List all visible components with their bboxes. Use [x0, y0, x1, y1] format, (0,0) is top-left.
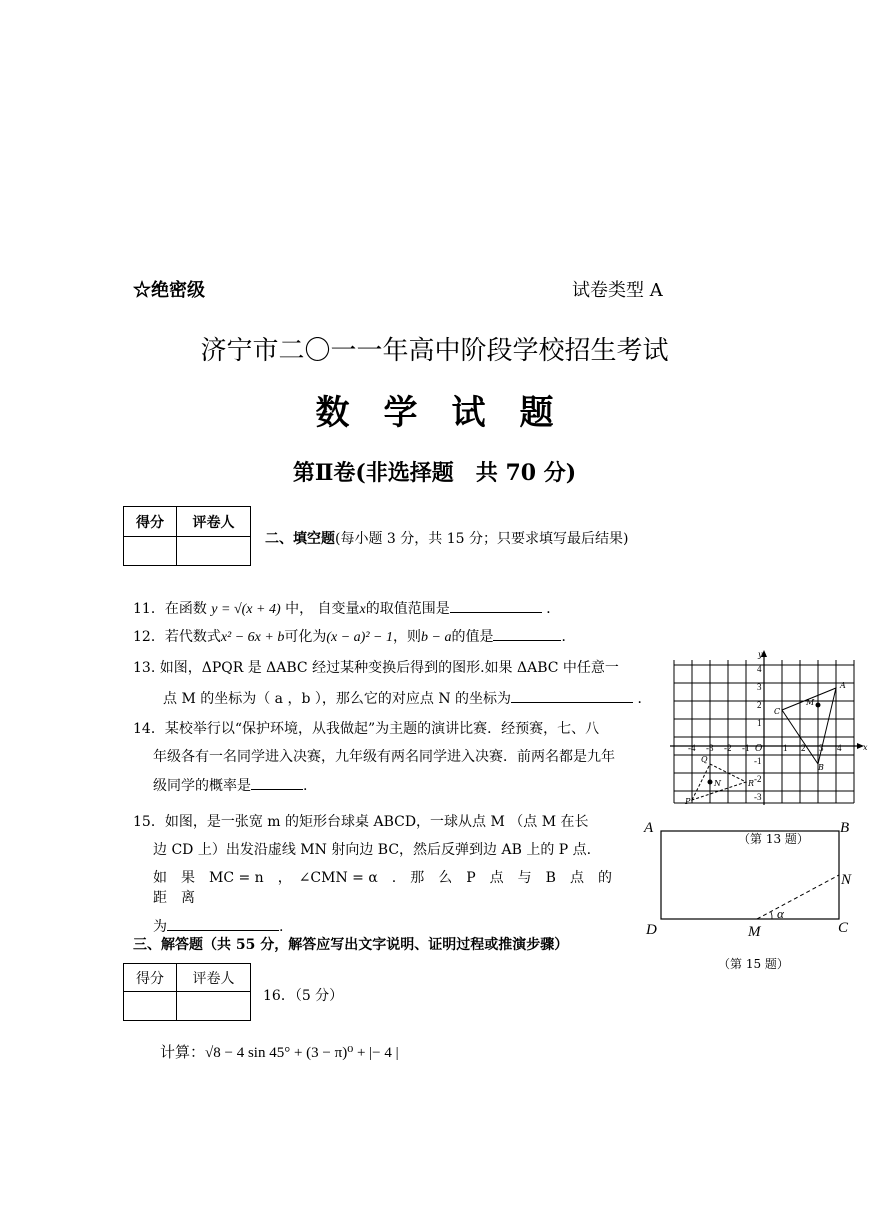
label-d: D [646, 922, 657, 938]
label-c: C [838, 920, 849, 936]
label-q: Q [701, 755, 708, 764]
label-n: N [841, 872, 852, 888]
y-tick: 3 [757, 682, 762, 692]
subject-title: 数 学 试 题 [315, 393, 554, 433]
q14-number: 14． [133, 721, 165, 737]
score-box-q16 [123, 963, 251, 1021]
score-cell-2[interactable] [124, 992, 177, 1021]
question-11 [133, 598, 560, 620]
x-tick: -4 [688, 743, 696, 753]
paper-type-label: 试卷类型 A [572, 280, 663, 301]
label-b: B [840, 820, 850, 836]
y-tick-labels [754, 664, 762, 802]
x-tick: 4 [837, 743, 842, 753]
section2-heading-line [265, 528, 628, 548]
label-a: A [840, 681, 846, 690]
q14-line-1: 某校举行以“保护环境，从我做起”为主题的演讲比赛．经预赛，七、八 [164, 721, 600, 737]
q14-line-3: 级同学的概率是 [153, 778, 251, 794]
q12-expression-3: b − a [421, 630, 452, 645]
score-box-section2 [123, 506, 251, 566]
figure-15-caption: （第 15 题） [718, 957, 789, 971]
x-tick: 1 [783, 743, 788, 753]
y-tick: -3 [754, 792, 762, 802]
q11-expression: y = √(x + 4) [211, 602, 281, 617]
q12-prefix: 若代数式 [164, 629, 221, 645]
label-m: M [806, 698, 815, 707]
q11-end: ． [546, 601, 561, 617]
grader-header-2: 评卷人 [177, 964, 251, 992]
q11-prefix: 在函数 [164, 601, 207, 617]
x-tick-labels [688, 743, 842, 753]
q12-expression-2: (x − a)² − 1 [326, 630, 393, 645]
label-a: A [644, 820, 654, 836]
question-15 [133, 812, 626, 937]
q15-end: . [279, 919, 284, 935]
q15-number: 15． [133, 814, 165, 830]
label-n: N [714, 779, 721, 788]
q15-line-2: 边 CD 上）出发沿虚线 MN 射向边 BC，然后反弹到边 AB 上的 P 点. [153, 842, 592, 858]
x-tick: 3 [819, 743, 824, 753]
q13-number: 13. [133, 660, 156, 676]
figure-13-caption: （第 13 题） [738, 832, 809, 846]
y-tick: -1 [754, 756, 762, 766]
x-axis-label: x [863, 743, 868, 752]
x-tick: -3 [706, 743, 714, 753]
q16-calc [160, 1041, 399, 1062]
q15-answer-blank[interactable] [167, 916, 279, 931]
question-13 [133, 658, 663, 709]
q15-line-4: 为 [153, 919, 167, 935]
grader-cell-2[interactable] [177, 992, 251, 1021]
q15-line-3: 如 果 MC = n ， ∠CMN = α . 那 么 P 点 与 B 点 的 距 离 [153, 870, 626, 906]
question-14 [133, 719, 663, 796]
label-p: P [685, 797, 691, 806]
question-12 [133, 626, 575, 648]
y-tick: -2 [754, 774, 762, 784]
x-tick: -1 [742, 743, 750, 753]
label-alpha: α [777, 906, 784, 921]
label-r: R [748, 779, 755, 788]
label-b: B [818, 763, 824, 772]
q11-suffix-b: 的取值范围是 [365, 601, 450, 617]
q11-number: 11． [133, 601, 165, 617]
score-header-2: 得分 [124, 964, 177, 992]
q13-answer-blank[interactable] [511, 688, 633, 703]
q16-label: 16．（5 分） [263, 988, 344, 1004]
q14-end: . [303, 778, 308, 794]
x-tick: 2 [801, 743, 806, 753]
q11-suffix-a: 中， 自变量 [285, 601, 360, 617]
q12-answer-blank[interactable] [493, 626, 561, 641]
q16-calc-prefix: 计算： [160, 1043, 206, 1061]
y-tick: 2 [757, 700, 762, 710]
q14-answer-blank[interactable] [251, 775, 303, 790]
q12-number: 12． [133, 629, 165, 645]
q11-answer-blank[interactable] [450, 598, 542, 613]
point-n [708, 780, 713, 785]
q13-end: ． [637, 691, 652, 707]
q12-end-2: ． [561, 629, 576, 645]
score-cell[interactable] [124, 537, 177, 566]
section2-heading: 二、填空题 [265, 531, 335, 547]
score-header: 得分 [124, 507, 177, 537]
y-tick: 1 [757, 718, 762, 728]
q14-line-2: 年级各有一名同学进入决赛，九年级有两名同学进入决赛．前两名都是九年 [153, 749, 615, 765]
q13-line-1: 如图，ΔPQR 是 ΔABC 经过某种变换后得到的图形.如果 ΔABC 中任意一 [159, 660, 619, 676]
q12-tail: ，则 [393, 629, 421, 645]
q15-line-1: 如图，是一张宽 m 的矩形台球桌 ABCD，一球从点 M （点 M 在长 [164, 814, 589, 830]
y-axis-label: y [758, 650, 763, 659]
figure-15-billiard-table [640, 812, 860, 942]
x-tick: -2 [724, 743, 732, 753]
label-m: M [748, 924, 761, 940]
y-tick: 4 [757, 664, 762, 674]
section2-note: (每小题 3 分，共 15 分；只要求填写最后结果) [335, 531, 629, 547]
grader-header: 评卷人 [177, 507, 251, 537]
q16-expression: √8 − 4 sin 45° + (3 − π)⁰ + |− 4 | [205, 1045, 399, 1061]
exam-title: 济宁市二〇一一年高中阶段学校招生考试 [200, 336, 669, 366]
angle-alpha-arc [771, 912, 772, 919]
q12-end: 的值是 [451, 629, 494, 645]
point-m [816, 703, 821, 708]
section3-heading: 三、解答题（共 55 分，解答应写出文字说明、证明过程或推演步骤） [133, 937, 569, 953]
q13-line-2: 点 M 的坐标为（ a ，b ），那么它的对应点 N 的坐标为 [163, 691, 512, 707]
grader-cell[interactable] [177, 537, 251, 566]
label-c: C [774, 707, 781, 716]
q12-mid: 可化为 [284, 629, 327, 645]
volume-title: 第Ⅱ卷(非选择题 共 70 分) [292, 460, 577, 486]
q12-expression-1: x² − 6x + b [220, 630, 285, 645]
path-mn [757, 875, 839, 919]
origin-label: O [755, 744, 763, 754]
q11-variable: x [359, 602, 366, 617]
secret-level-label: ☆绝密级 [133, 280, 205, 301]
figure-13-coordinate-grid [668, 648, 868, 808]
